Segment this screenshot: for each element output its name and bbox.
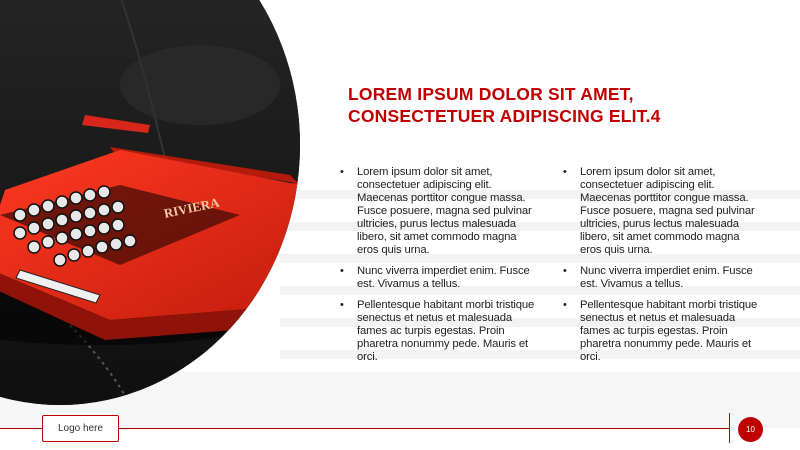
list-item [340,265,540,291]
bullet-list-left [340,166,540,372]
bullet: • [563,166,567,178]
list-item-text: Pellentesque habitant morbi tristique senectus et netus et malesuada fames ac turpis egestas. Proin pharetra nonummy pede. Mauris et orci. [357,299,535,363]
bullet: • [340,299,344,311]
list-item [563,166,763,257]
bullet: • [563,299,567,311]
bullet-list-right [563,166,763,372]
list-item-text: Lorem ipsum dolor sit amet, consectetuer adipiscing elit. Maecenas porttitor congue massa. Fusce posuere, magna sed pulvinar ultricies, purus lectus malesuada libero, sit amet commodo magna eros quis urna. [580,166,755,256]
typewriter-brand-label: RIVIERA [162,194,221,221]
slide-title [348,83,788,127]
footer-divider-tick [729,413,730,443]
page-number-badge: 10 [738,417,763,442]
title-line-2: CONSECTETUER ADIPISCING ELIT.4 [348,106,661,126]
list-item-text: Lorem ipsum dolor sit amet, consectetuer adipiscing elit. Maecenas porttitor congue massa. Fusce posuere, magna sed pulvinar ultricies, purus lectus malesuada libero, sit amet commodo magna eros quis urna. [357,166,532,256]
logo-placeholder: Logo here [42,415,119,442]
bullet: • [563,265,567,277]
list-item-text: Nunc viverra imperdiet enim. Fusce est. Vivamus a tellus. [580,265,753,290]
title-line-1: LOREM IPSUM DOLOR SIT AMET, [348,84,634,104]
list-item [563,299,763,364]
list-item-text: Nunc viverra imperdiet enim. Fusce est. Vivamus a tellus. [357,265,530,290]
list-item [340,299,540,364]
bullet: • [340,265,344,277]
bullet: • [340,166,344,178]
typewriter-photo [0,0,300,405]
list-item [340,166,540,257]
list-item [563,265,763,291]
list-item-text: Pellentesque habitant morbi tristique senectus et netus et malesuada fames ac turpis egestas. Proin pharetra nonummy pede. Mauris et orci. [580,299,758,363]
